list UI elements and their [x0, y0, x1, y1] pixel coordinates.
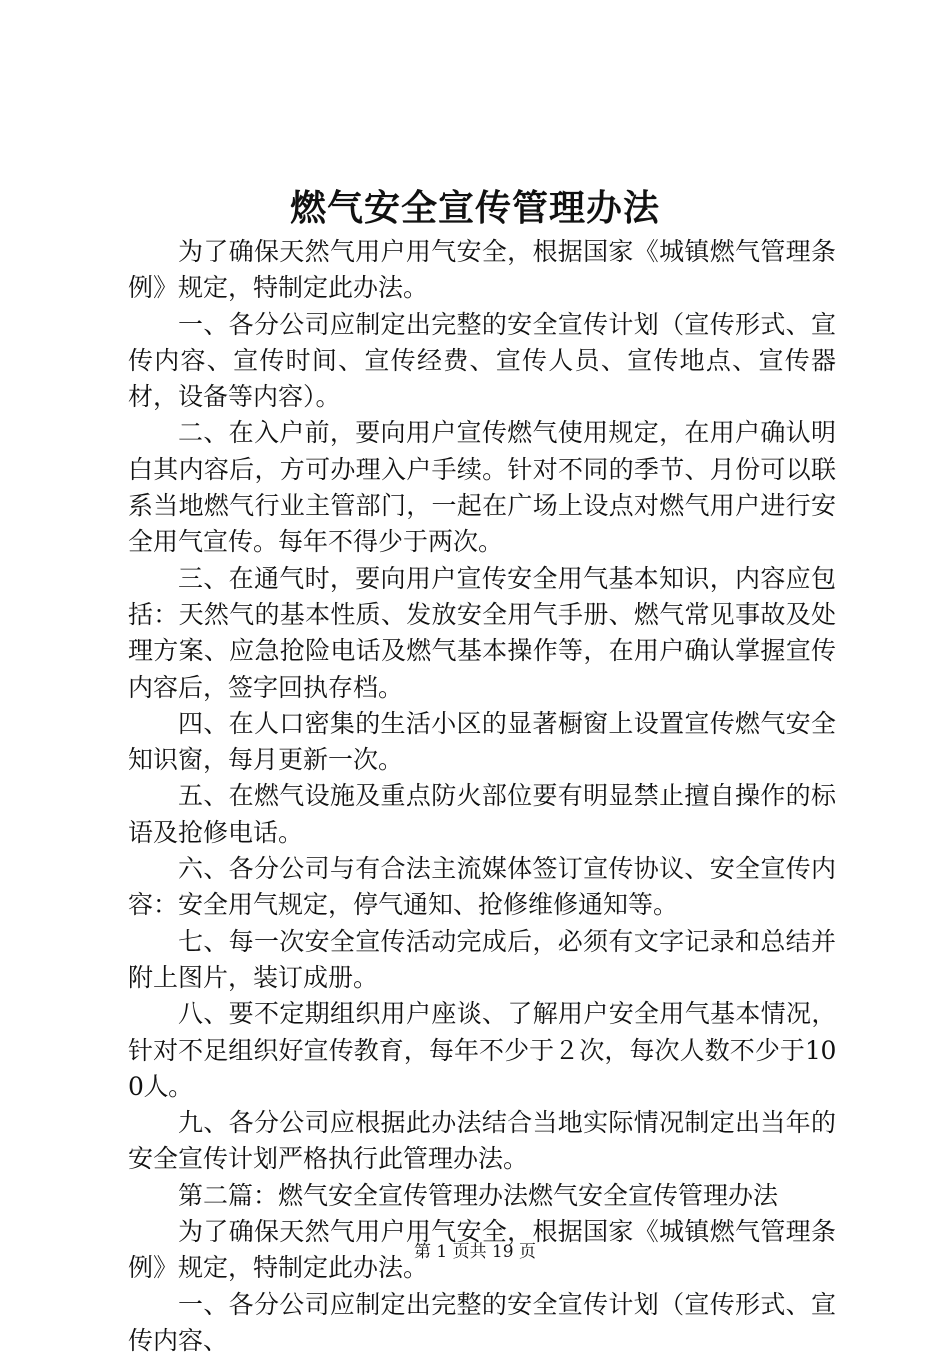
paragraph-item-3: 三、在通气时，要向用户宣传安全用气基本知识，内容应包括：天然气的基本性质、发放安全用气手册、燃气常见事故及处理方案、应急抢险电话及燃气基本操作等，在用户确认掌握宣传内容后，签字回执存档。: [128, 563, 836, 702]
document-body: [128, 234, 836, 1359]
paragraph-item-5: 五、在燃气设施及重点防火部位要有明显禁止擅自操作的标语及抢修电话。: [128, 781, 836, 847]
paragraph-item-1-repeat: 一、各分公司应制定出完整的安全宣传计划（宣传形式、宣传内容、: [128, 1289, 836, 1355]
paragraph-intro-repeat: 为了确保天然气用户用气安全，根据国家《城镇燃气管理条例》规定，特制定此办法。: [128, 1217, 836, 1283]
paragraph-item-8: 八、要不定期组织用户座谈、了解用户安全用气基本情况，针对不足组织好宣传教育，每年不少于２次，每次人数不少于100人。: [128, 999, 836, 1101]
page-footer: [0, 1240, 950, 1264]
page-number: 第 1 页: [413, 1242, 470, 1262]
page-total: 共 19 页: [469, 1242, 537, 1262]
paragraph-item-9: 九、各分公司应根据此办法结合当地实际情况制定出当年的安全宣传计划严格执行此管理办法。: [128, 1108, 836, 1174]
paragraph-item-6: 六、各分公司与有合法主流媒体签订宣传协议、安全宣传内容：安全用气规定，停气通知、抢修维修通知等。: [128, 854, 836, 920]
document-title: 燃气安全宣传管理办法: [289, 187, 660, 229]
paragraph-item-1: 一、各分公司应制定出完整的安全宣传计划（宣传形式、宣传内容、宣传时间、宣传经费、宣传人员、宣传地点、宣传器材，设备等内容）。: [128, 309, 836, 412]
paragraph-item-4: 四、在人口密集的生活小区的显著橱窗上设置宣传燃气安全知识窗，每月更新一次。: [128, 708, 836, 775]
section-heading-part-2: 第二篇：燃气安全宣传管理办法燃气安全宣传管理办法: [178, 1180, 779, 1210]
paragraph-item-7: 七、每一次安全宣传活动完成后，必须有文字记录和总结并附上图片，装订成册。: [128, 926, 836, 992]
paragraph-intro: 为了确保天然气用户用气安全，根据国家《城镇燃气管理条例》规定，特制定此办法。: [128, 237, 836, 303]
paragraph-item-2: 二、在入户前，要向用户宣传燃气使用规定，在用户确认明白其内容后，方可办理入户手续。针对不同的季节、月份可以联系当地燃气行业主管部门，一起在广场上设点对燃气用户进行安全用气宣传。每年不得少于两次。: [128, 418, 836, 557]
